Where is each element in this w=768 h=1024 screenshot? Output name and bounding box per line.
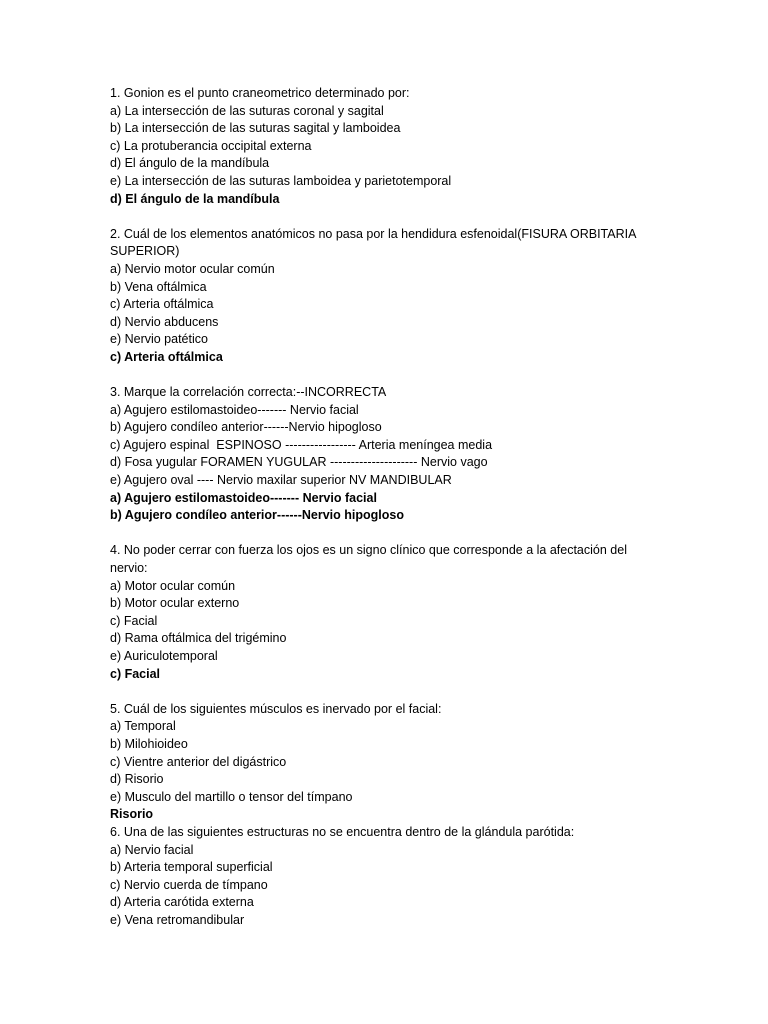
option-b: b) Milohioideo [110,736,188,751]
option-a: a) Agujero estilomastoideo------- Nervio facial [110,402,359,417]
question-6 [110,824,655,930]
option-c: c) Nervio cuerda de tímpano [110,877,268,892]
question-stem: 5. Cuál de los siguientes músculos es inervado por el facial: [110,701,442,716]
document-page [110,85,655,930]
option-d: d) Nervio abducens [110,314,219,329]
question-3 [110,384,655,525]
option-e: e) Nervio patético [110,332,208,347]
option-c: c) La protuberancia occipital externa [110,138,312,153]
answer: Risorio [110,807,154,822]
question-stem: 1. Gonion es el punto craneometrico determinado por: [110,86,410,100]
question-stem: 2. Cuál de los elementos anatómicos no pasa por la hendidura esfenoidal(FISURA ORBITARIA SUPERIOR) [110,226,640,259]
option-d: d) Fosa yugular FORAMEN YUGULAR --------------------- Nervio vago [110,455,488,470]
option-d: d) El ángulo de la mandíbula [110,156,270,171]
answer: d) El ángulo de la mandíbula [110,191,280,206]
option-a: a) Nervio facial [110,842,194,857]
answer: c) Facial [110,666,161,681]
answer: a) Agujero estilomastoideo------- Nervio facial [110,490,377,505]
option-e: e) La intersección de las suturas lamboidea y parietotemporal [110,173,452,188]
question-2 [110,226,655,367]
answer: c) Arteria oftálmica [110,349,223,364]
option-b: b) La intersección de las suturas sagital y lamboidea [110,121,401,136]
question-stem: 6. Una de las siguientes estructuras no se encuentra dentro de la glándula parótida: [110,824,575,839]
option-e: e) Auriculotemporal [110,649,218,663]
option-e: e) Agujero oval ---- Nervio maxilar superior NV MANDIBULAR [110,473,452,488]
option-c: c) Facial [110,613,158,628]
option-a: a) Nervio motor ocular común [110,261,275,276]
answer: b) Agujero condíleo anterior------Nervio hipogloso [110,508,404,523]
option-b: b) Vena oftálmica [110,279,207,294]
option-a: a) Temporal [110,719,176,734]
option-b: b) Agujero condíleo anterior------Nervio hipogloso [110,420,382,435]
option-d: d) Arteria carótida externa [110,895,254,910]
option-e: e) Vena retromandibular [110,912,245,927]
option-c: c) Agujero espinal ESPINOSO ----------------- Arteria meníngea media [110,437,493,452]
question-stem: 4. No poder cerrar con fuerza los ojos es un signo clínico que corresponde a la afectación del nervio: [110,543,631,576]
option-b: b) Arteria temporal superficial [110,860,273,875]
option-e: e) Musculo del martillo o tensor del tímpano [110,789,353,804]
option-a: a) La intersección de las suturas coronal y sagital [110,103,384,118]
option-d: d) Rama oftálmica del trigémino [110,631,287,646]
option-a: a) Motor ocular común [110,578,236,593]
option-c: c) Vientre anterior del digástrico [110,754,287,769]
question-1 [110,85,655,208]
question-5 [110,701,655,824]
option-d: d) Risorio [110,772,164,787]
option-b: b) Motor ocular externo [110,596,240,611]
option-c: c) Arteria oftálmica [110,297,214,312]
question-4 [110,542,655,683]
question-stem: 3. Marque la correlación correcta:--INCORRECTA [110,385,387,400]
